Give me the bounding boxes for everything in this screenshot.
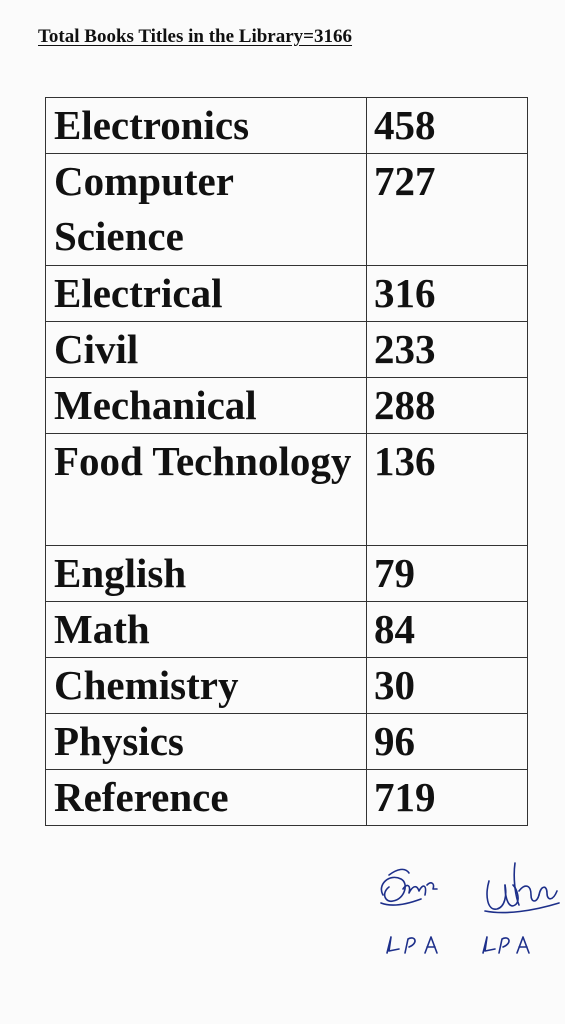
table-row	[46, 98, 528, 154]
subject-cell: Food Technology	[46, 434, 367, 546]
table-row	[46, 658, 528, 714]
signature-left	[375, 855, 460, 960]
count-cell: 288	[367, 378, 528, 434]
table-row	[46, 602, 528, 658]
count-cell: 316	[367, 266, 528, 322]
count-cell: 30	[367, 658, 528, 714]
subject-cell: Math	[46, 602, 367, 658]
table-row	[46, 378, 528, 434]
count-cell: 79	[367, 546, 528, 602]
book-count-table	[45, 97, 528, 826]
handwritten-signature-2	[475, 855, 565, 960]
count-cell: 719	[367, 770, 528, 826]
page-title: Total Books Titles in the Library=3166	[38, 26, 353, 47]
table-row	[46, 714, 528, 770]
subject-cell: Chemistry	[46, 658, 367, 714]
count-cell: 136	[367, 434, 528, 546]
table-row	[46, 266, 528, 322]
signature-right	[475, 855, 565, 960]
table-row	[46, 154, 528, 266]
subject-cell: Civil	[46, 322, 367, 378]
subject-cell: Mechanical	[46, 378, 367, 434]
table-row	[46, 322, 528, 378]
subject-cell: Computer Science	[46, 154, 367, 266]
table-row	[46, 770, 528, 826]
subject-cell: Reference	[46, 770, 367, 826]
subject-cell: Electrical	[46, 266, 367, 322]
handwritten-signature-1	[375, 855, 460, 960]
signature-block	[375, 855, 565, 965]
count-cell: 233	[367, 322, 528, 378]
count-cell: 458	[367, 98, 528, 154]
count-cell: 727	[367, 154, 528, 266]
subject-cell: Electronics	[46, 98, 367, 154]
count-cell: 84	[367, 602, 528, 658]
table-row	[46, 434, 528, 546]
table-row	[46, 546, 528, 602]
count-cell: 96	[367, 714, 528, 770]
subject-cell: Physics	[46, 714, 367, 770]
subject-cell: English	[46, 546, 367, 602]
